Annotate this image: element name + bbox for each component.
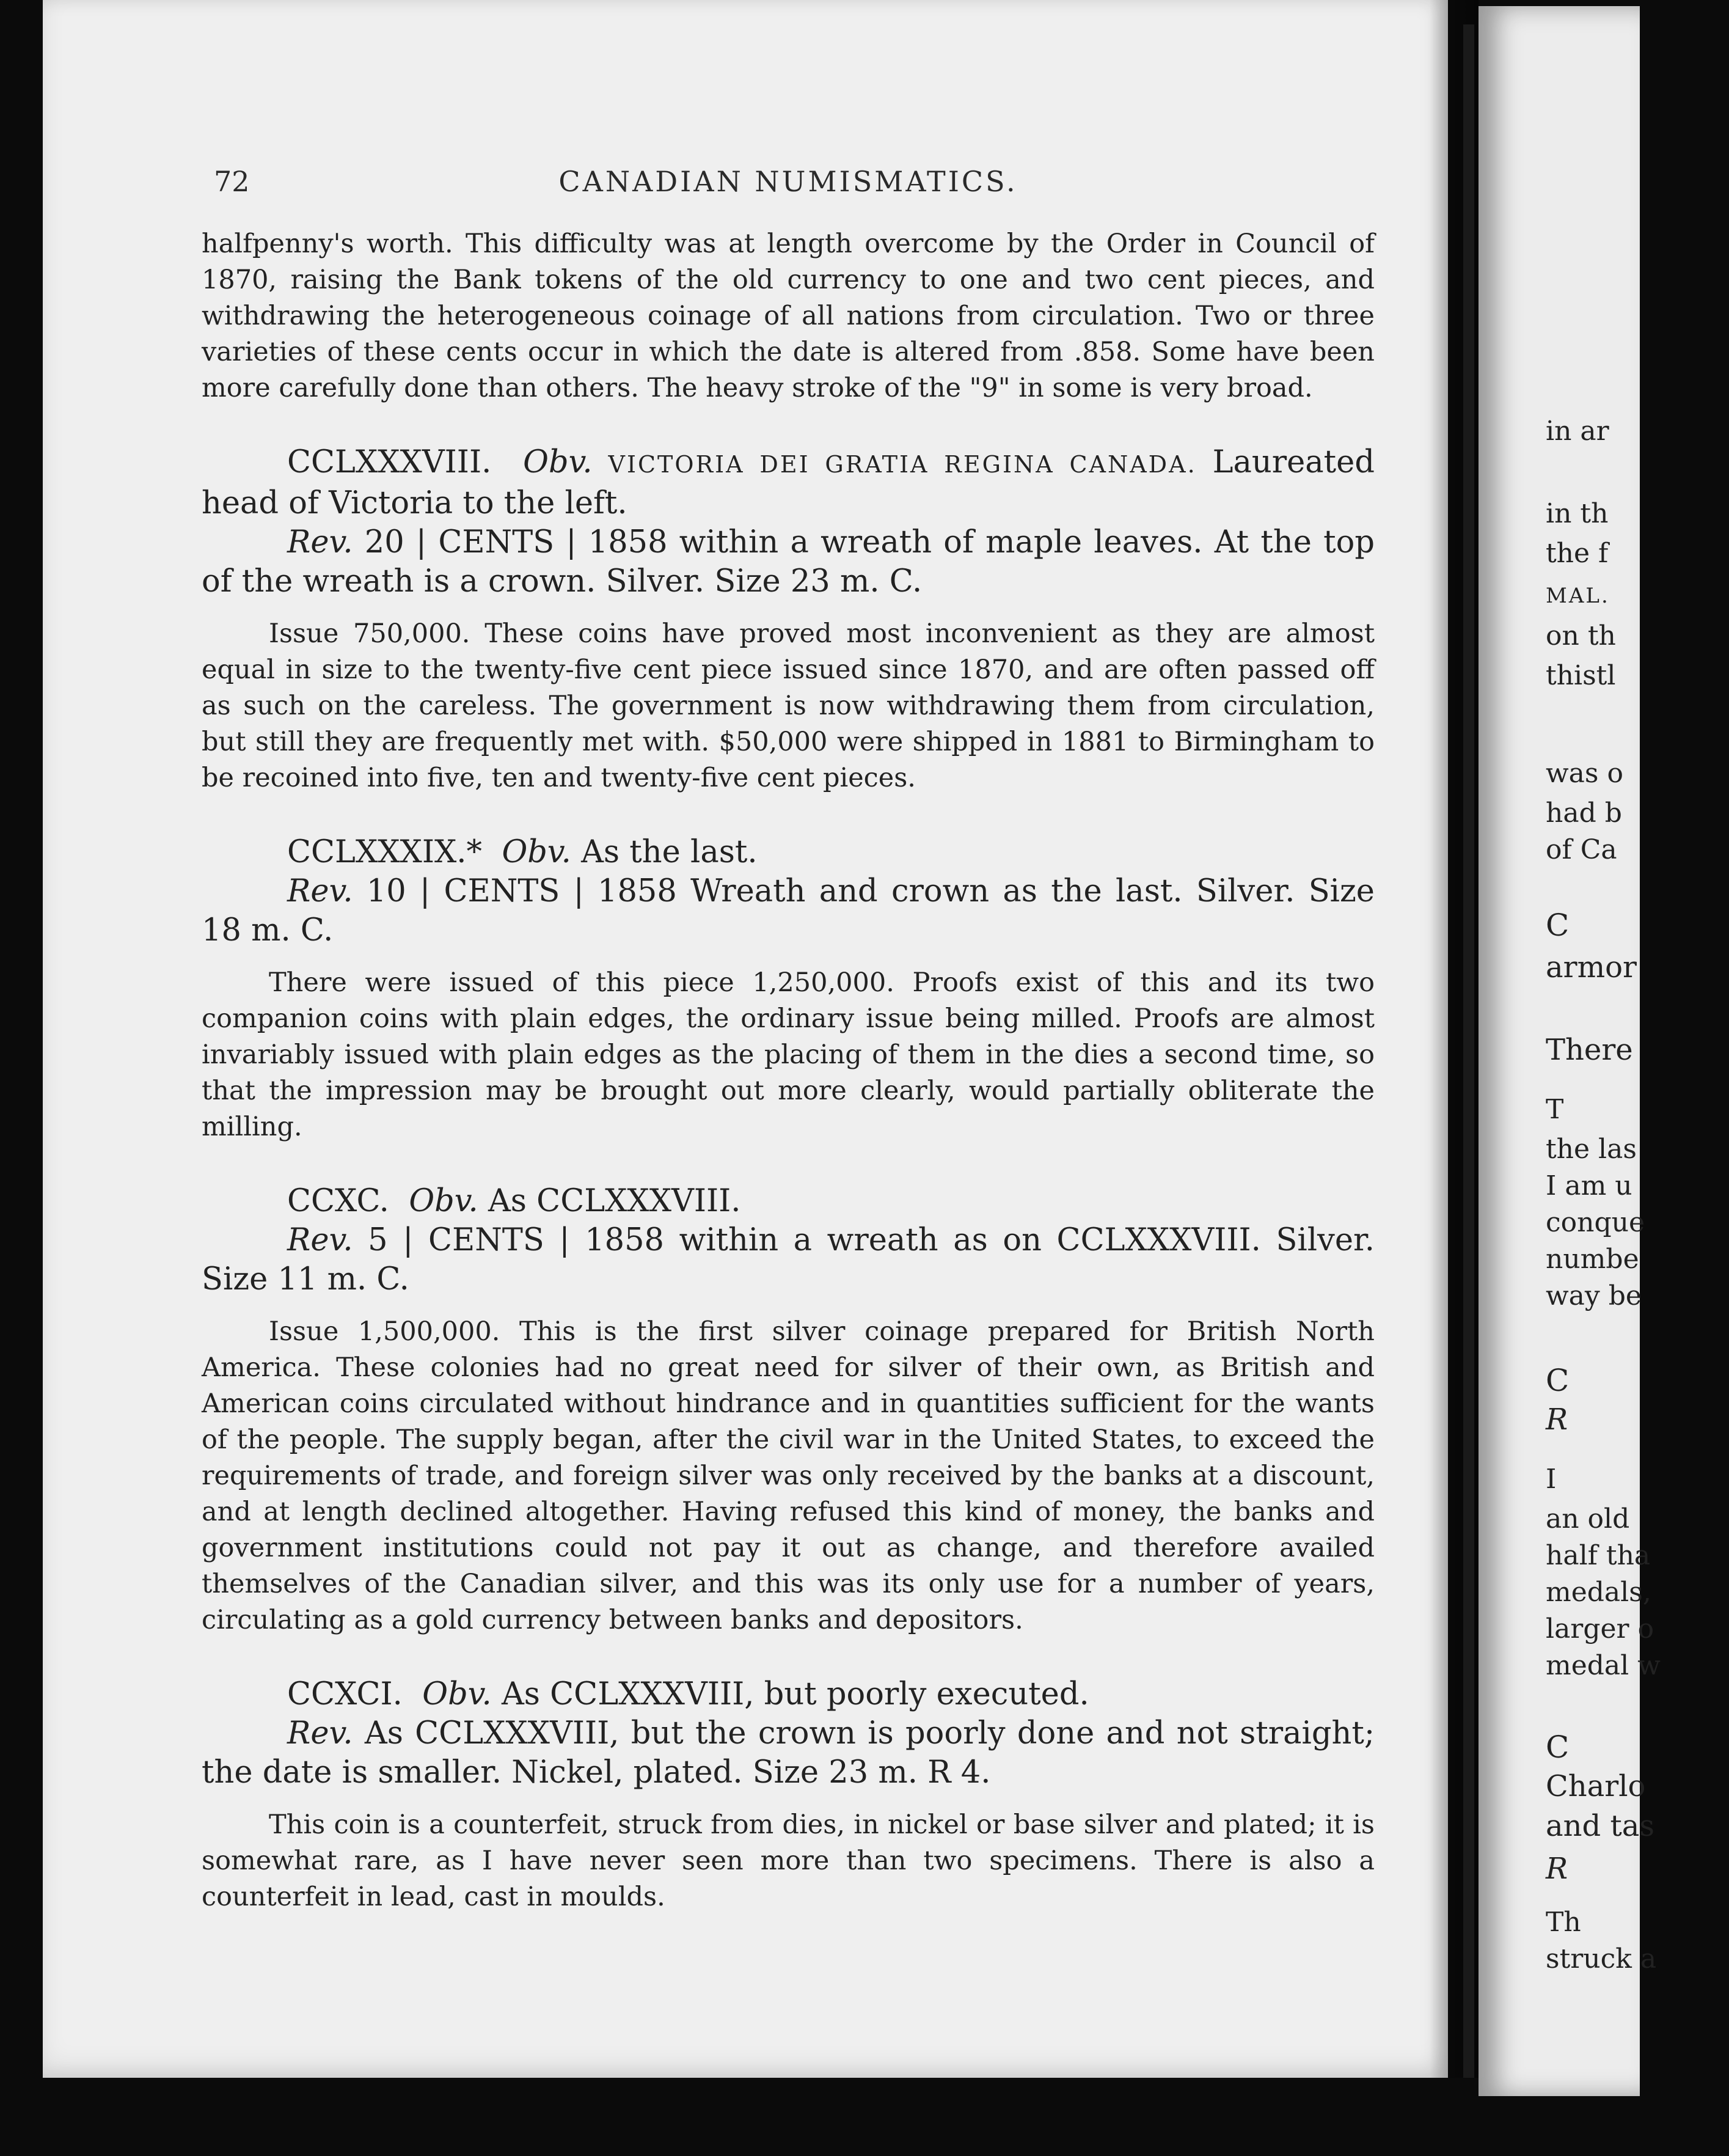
- running-header: [202, 165, 1375, 202]
- reverse-description: [202, 872, 1375, 950]
- facing-fragment: Charlo: [1546, 1769, 1646, 1803]
- page-number: 72: [214, 165, 250, 198]
- facing-fragment: I: [1546, 1464, 1557, 1495]
- intro-paragraph: halfpenny's worth. This difficulty was at length overcome by the Order in Council of 1870, raising the Bank tokens of the old currency to one and two cent pieces, and withdrawing the heterogeneous coinage of all nations from circulation. Two or three varieties of these cents occur in which the date is altered from .858. Some have been more carefully done than others. The heavy stroke of the "9" in some is very broad.: [202, 229, 1375, 403]
- facing-fragment: of Ca: [1546, 834, 1617, 865]
- facing-fragment: armor: [1546, 950, 1637, 985]
- facing-fragment: C: [1546, 1363, 1570, 1398]
- entry-heading: [202, 833, 1375, 872]
- entry-number: CCXCI.: [287, 1676, 403, 1712]
- facing-fragment: thistl: [1546, 660, 1616, 691]
- page-content: [202, 226, 1375, 1915]
- book-spine: [1463, 24, 1474, 2078]
- entry-number: CCLXXXVIII.: [287, 444, 492, 480]
- catalogue-entry: [202, 1182, 1375, 1299]
- entry-note: There were issued of this piece 1,250,000. Proofs exist of this and its two companion coins with plain edges, the ordinary issue being milled. Proofs are almost invariably issued with plain edges as the placing of them in the dies a second time, so that the impression may be brought out more clearly, would partially obliterate the milling.: [202, 967, 1375, 1142]
- reverse-text: 20 | CENTS | 1858 within a wreath of maple leaves. At the top of the wreath is a crown. Silver. Size 23 m. C.: [202, 524, 1375, 600]
- facing-page: [1479, 6, 1661, 2096]
- facing-fragment: R: [1546, 1852, 1568, 1886]
- entry-note: Issue 750,000. These coins have proved most inconvenient as they are almost equal in size to the twenty-five cent piece issued since 1870, and are often passed off as such on the careless. The government is now withdrawing them from circulation, but still they are frequently met with. $50,000 were shipped in 1881 to Birmingham to be recoined into five, ten and twenty-five cent pieces.: [202, 618, 1375, 793]
- facing-fragment: the las: [1546, 1134, 1637, 1165]
- reverse-text: 10 | CENTS | 1858 Wreath and crown as the last. Silver. Size 18 m. C.: [202, 873, 1375, 948]
- reverse-label: Rev.: [287, 524, 353, 560]
- facing-fragment: in th: [1546, 498, 1609, 529]
- entry-heading: [202, 443, 1375, 523]
- reverse-description: [202, 523, 1375, 601]
- facing-fragment: There: [1546, 1033, 1633, 1067]
- obverse-description: As the last.: [581, 834, 758, 870]
- obverse-description: As CCLXXXVIII.: [488, 1183, 741, 1219]
- reverse-description: [202, 1714, 1375, 1792]
- entry-note: Issue 1,500,000. This is the first silver coinage prepared for British North America. These colonies had no great need for silver of their own, as British and American coins circulated without hindrance and in quantities sufficient for the wants of the people. The supply began, after the civil war in the United States, to exceed the requirements of trade, and foreign silver was only received by the banks at a discount, and at length declined altogether. Having refused this kind of money, the banks and government institutions could not pay it out as change, and therefore availed themselves of the Canadian silver, and this was its only use for a number of years, circulating as a gold currency between banks and depositors.: [202, 1316, 1375, 1635]
- catalogue-entry: [202, 443, 1375, 601]
- facing-fragment: on th: [1546, 620, 1616, 651]
- facing-fragment: I am u: [1546, 1170, 1632, 1201]
- facing-fragment: numbe: [1546, 1244, 1639, 1275]
- reverse-description: [202, 1221, 1375, 1299]
- facing-fragment: the f: [1546, 538, 1609, 569]
- facing-fragment: medal w: [1546, 1650, 1661, 1681]
- facing-fragment: larger o: [1546, 1613, 1654, 1645]
- reverse-label: Rev.: [287, 1222, 353, 1258]
- obverse-label: Obv.: [409, 1183, 478, 1219]
- entry-heading: [202, 1675, 1375, 1714]
- catalogue-entry: [202, 1675, 1375, 1792]
- reverse-label: Rev.: [287, 873, 353, 909]
- facing-fragment: had b: [1546, 798, 1622, 829]
- obverse-legend: VICTORIA DEI GRATIA REGINA CANADA.: [608, 451, 1197, 478]
- entry-note: This coin is a counterfeit, struck from dies, in nickel or base silver and plated; it is somewhat rare, as I have never seen more than two specimens. There is also a counterfeit in lead, cast in moulds.: [202, 1810, 1375, 1912]
- running-head-title: CANADIAN NUMISMATICS.: [558, 165, 1018, 198]
- facing-fragment: MAL.: [1546, 584, 1610, 608]
- entry-heading: [202, 1182, 1375, 1221]
- entry-number: CCLXXXIX.*: [287, 834, 482, 870]
- facing-fragment: T: [1546, 1094, 1564, 1125]
- obverse-label: Obv.: [422, 1676, 492, 1712]
- obverse-description: As CCLXXXVIII, but poorly executed.: [501, 1676, 1089, 1712]
- reverse-label: Rev.: [287, 1715, 353, 1751]
- facing-fragment: half tha: [1546, 1540, 1651, 1571]
- facing-fragment: C: [1546, 908, 1570, 943]
- facing-fragment: in ar: [1546, 416, 1609, 447]
- obverse-label: Obv.: [502, 834, 571, 870]
- facing-fragment: an old: [1546, 1503, 1630, 1535]
- reverse-text: 5 | CENTS | 1858 within a wreath as on CCLXXXVIII. Silver. Size 11 m. C.: [202, 1222, 1375, 1297]
- facing-fragment: Th: [1546, 1907, 1581, 1938]
- facing-fragment: way be: [1546, 1280, 1642, 1311]
- facing-fragment: struck a: [1546, 1943, 1657, 1975]
- catalogue-entry: [202, 833, 1375, 950]
- facing-fragment: conque: [1546, 1207, 1645, 1238]
- reverse-text: As CCLXXXVIII, but the crown is poorly done and not straight; the date is smaller. Nickel, plated. Size 23 m. R 4.: [202, 1715, 1375, 1791]
- obverse-label: Obv.: [523, 444, 593, 480]
- facing-fragment: was o: [1546, 758, 1623, 789]
- facing-fragment: R: [1546, 1402, 1568, 1437]
- facing-fragment: C: [1546, 1729, 1570, 1765]
- facing-fragment: and tas: [1546, 1809, 1655, 1843]
- facing-fragment: medals,: [1546, 1577, 1651, 1608]
- obverse-description: Laureated head of Victoria to the left.: [202, 444, 1375, 521]
- entry-number: CCXC.: [287, 1183, 389, 1219]
